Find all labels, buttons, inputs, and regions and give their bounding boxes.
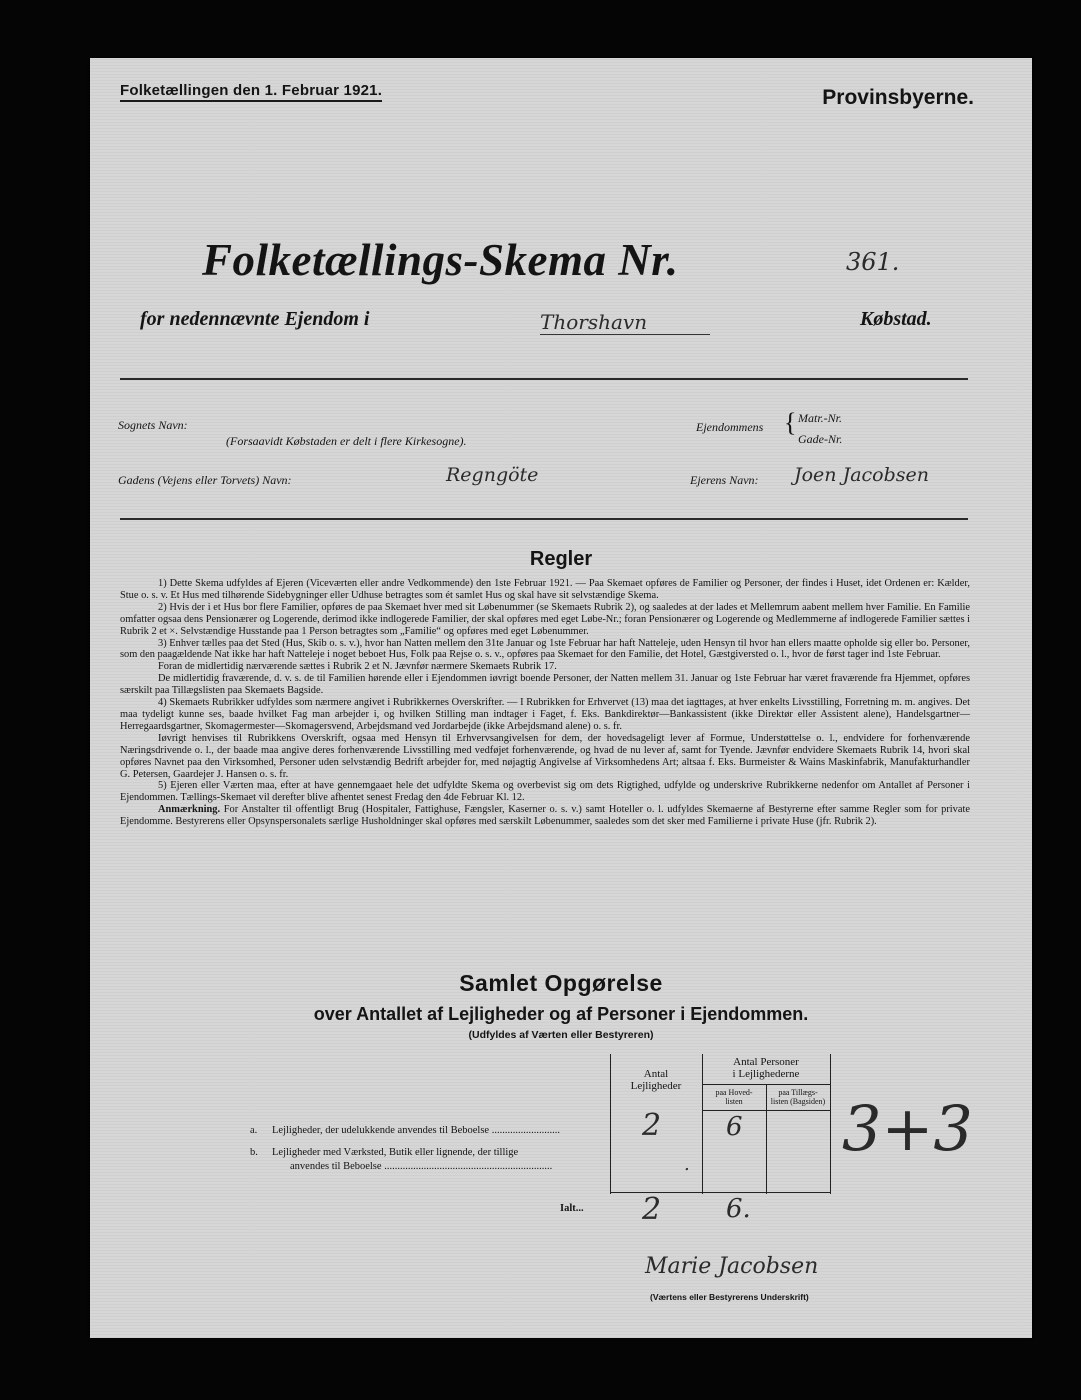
row-b-main-list-value: . (684, 1154, 690, 1175)
property-town-label: for nedennævnte Ejendom i (140, 308, 370, 330)
matr-nr-label: Matr.-Nr. (798, 411, 843, 425)
row-a-letter: a. (250, 1125, 258, 1136)
col-apartments-header (610, 1068, 702, 1092)
col-supplement-header (766, 1088, 830, 1106)
signature-handwritten: Marie Jacobsen (645, 1254, 819, 1279)
col-persons-line-2: i Lejlighederne (732, 1068, 800, 1080)
col-main-list-header (702, 1088, 766, 1106)
signature-caption: (Værtens eller Bestyrerens Underskrift) (650, 1292, 809, 1302)
remark-label: Anmærkning. (158, 804, 221, 816)
brace-symbol: { (784, 408, 797, 437)
rule-4b: Iøvrigt henvises til Rubrikkens Overskrift, ogsaa med Hensyn til Erhvervsangivelsen for dem, der hovedsageligt lever af Formue, Understøttelse o. l., endvidere for forhenværende Næringsdrivende o. l., der baade maa angive deres forhenværende Livsstilling med vedføjet forhenværende, og hvad de nu lever af, samt for Tyende. Jævnfør endvidere Skemaets Rubrik 14, hvori skal opføres Navnet paa den Virksomhed, Personer uden selvstændig Bedrift arbejder for, med nøjagtig Angivelse af Virksomhedens Art; altsaa f. Eks. Burmeister & Wains Maskinfabrik, Manufakturhandler G. Petersen, Gaardejer J. Hansen o. s. fr. (120, 732, 970, 780)
street-name-label: Gadens (Vejens eller Torvets) Navn: (118, 473, 292, 487)
rules-text (120, 578, 970, 828)
col-main-list-line-1: paa Hoved- (715, 1088, 753, 1097)
form-title: Folketællings-Skema Nr. (202, 235, 679, 285)
col-supplement-line-1: paa Tillægs- (778, 1088, 818, 1097)
col-apartments-line-2: Lejligheder (630, 1080, 682, 1092)
rule-3: 3) Enhver tælles paa det Sted (Hus, Skib o. s. v.), hvor han Natten mellem den 31te Januar og 1ste Februar har haft Natteleje, uden Hensyn til hvor han ellers maatte opholde sig eller bo. Personer, som den paagældende Nat ikke har haft Natteleje i noget beboet Hus, Folk paa Rejse o. s. v., opføres paa Skemaet for den Familie, det Hotel, Gæstgiversted o. l., hvor de først tager ind 1ste Februar. (120, 637, 970, 661)
kobstad-label: Købstad. (860, 308, 932, 330)
total-text: Ialt (560, 1203, 576, 1214)
col-supplement-line-2: listen (Bagsiden) (770, 1097, 826, 1106)
total-label: Ialt... (560, 1203, 584, 1214)
summary-heading: Samlet Opgørelse (459, 970, 663, 996)
table-line (702, 1084, 830, 1085)
town-name-handwritten: Thorshavn (540, 310, 710, 335)
street-nr-label: Gade-Nr. (798, 432, 843, 446)
row-b-label-2: anvendes til Beboelse ................................................................ (290, 1161, 553, 1172)
total-main-list-value: 6. (726, 1194, 751, 1224)
census-form-sheet (90, 58, 1032, 1338)
owner-label: Ejerens Navn: (690, 473, 759, 487)
census-date-line: Folketællingen den 1. Februar 1921. (120, 82, 382, 102)
table-line (702, 1110, 830, 1111)
row-a-text: Lejligheder, der udelukkende anvendes til Beboelse (272, 1125, 490, 1136)
total-apartments-value: 2 (642, 1192, 662, 1227)
rule-3b: Foran de midlertidig nærværende sættes i Rubrik 2 et N. Jævnfør nærmere Skemaets Rubrik 17. (158, 661, 557, 673)
col-persons-line-1: Antal Personer (733, 1056, 799, 1068)
remark-text: For Anstalter til offentligt Brug (Hospitaler, Fattighuse, Fængsler, Kaserner o. s. v.) samt Hoteller o. l. udfyldes Skemaerne af Bestyrerne efter samme Regler som for private Ejendomme. Bestyrerens eller Opsynspersonalets særlige Husholdninger skal opføres med særskilt Løbenummer, saaledes som det sker med Familierne i private Huse (jfr. Rubrik 2). (120, 804, 970, 828)
rule-3c: De midlertidig fraværende, d. v. s. de til Familien hørende eller i Ejendommen iøvrigt boende Personer, der Natten mellem 31. Januar og 1ste Februar har været fraværende fra Hjemmet, opføres særskilt paa Tillægslisten paa Skemaets Bagside. (120, 673, 970, 697)
col-apartments-line-1: Antal (643, 1068, 669, 1080)
margin-note-handwritten: 3+3 (842, 1092, 973, 1165)
parish-label: Sognets Navn: (118, 418, 188, 432)
rule-2: 2) Hvis der i et Hus bor flere Familier, opføres de paa Skemaet hver med sit Løbenummer (se Skemaets Rubrik 2), og saaledes at der lades et Mellemrum aabent mellem hver Familie. En Familie omfatter ogsaa dens Pensionærer og Logerende, derimod ikke indlogerede Familier, der skal opføres med eget Løbe-Nr.; foran Pensionærer og Logerende og Medlemmerne af indlogerede Familier sættes i Rubrik 2 et ×. Selvstændige Husstande paa 1 Person betragtes som „Familie“ og opføres med eget Løbenummer. (120, 601, 970, 637)
rules-heading: Regler (529, 548, 593, 570)
row-b-letter: b. (250, 1147, 258, 1158)
divider-middle (120, 518, 968, 520)
street-name-handwritten: Regngöte (446, 464, 539, 486)
row-a-main-list-value: 6 (726, 1112, 743, 1142)
col-main-list-line-2: listen (725, 1097, 743, 1106)
table-line (830, 1054, 831, 1194)
property-label: Ejendommens (696, 420, 764, 434)
rule-5: 5) Ejeren eller Værten maa, efter at have gennemgaaet hele det udfyldte Skema og overbevist sig om dets Rigtighed, udfylde og underskrive Rubrikkerne nedenfor om Antallet af Personer i Ejendommen. Tællings-Skemaet vil derefter blive afhentet senest Fredag den 4de Februar Kl. 12. (120, 780, 970, 804)
row-a-label: Lejligheder, der udelukkende anvendes til Beboelse .......................... (272, 1125, 560, 1136)
col-persons-header (702, 1056, 830, 1080)
row-b-text-line-2: anvendes til Beboelse (290, 1161, 382, 1172)
rule-1: 1) Dette Skema udfyldes af Ejeren (Viceværten eller andre Vedkommende) den 1ste Februar 1921. — Paa Skemaet opføres de Familier og Personer, der findes i Huset, idet Ordenen er: Kælder, Stue o. s. v. Et Hus med tilhørende Sidebygninger eller Udhuse betragtes som ét samlet Hus og skal have sit selvstændige Skema. (120, 578, 970, 601)
divider-top (120, 378, 968, 380)
rule-4: 4) Skemaets Rubrikker udfyldes som nærmere angivet i Rubrikkernes Overskrifter. — I Rubrikken for Erhvervet (13) maa det iagttages, at hver enkelts Livsstilling, Forretning m. m. angives. Det maa tydeligt kunne ses, baade hvilket Fag man arbejder i, og hvilken Stilling man indtager i Faget, f. Eks. Bankdirektør—Bankassistent (ikke Direktør eller Assistent alene), Handelsgartner—Herregaardsgartner, Skomagermester—Skomagersvend, Arbejdsmand ved Jordarbejde (ikke Arbejdsmand alene) o. s. fr. (120, 697, 970, 732)
summary-note: (Udfyldes af Værten eller Bestyreren) (468, 1029, 654, 1041)
region-label: Provinsbyerne. (822, 86, 974, 109)
remark (120, 804, 970, 828)
row-a-apartments-value: 2 (642, 1108, 662, 1143)
summary-subheading: over Antallet af Lejligheder og af Personer i Ejendommen. (313, 1004, 809, 1024)
owner-name-handwritten: Joen Jacobsen (794, 464, 929, 486)
parish-note: (Forsaavidt Købstaden er delt i flere Kirkesogne). (226, 434, 467, 448)
form-number-handwritten: 361. (846, 248, 900, 276)
row-b-text-line-1: Lejligheder med Værksted, Butik eller lignende, der tillige (272, 1147, 519, 1158)
